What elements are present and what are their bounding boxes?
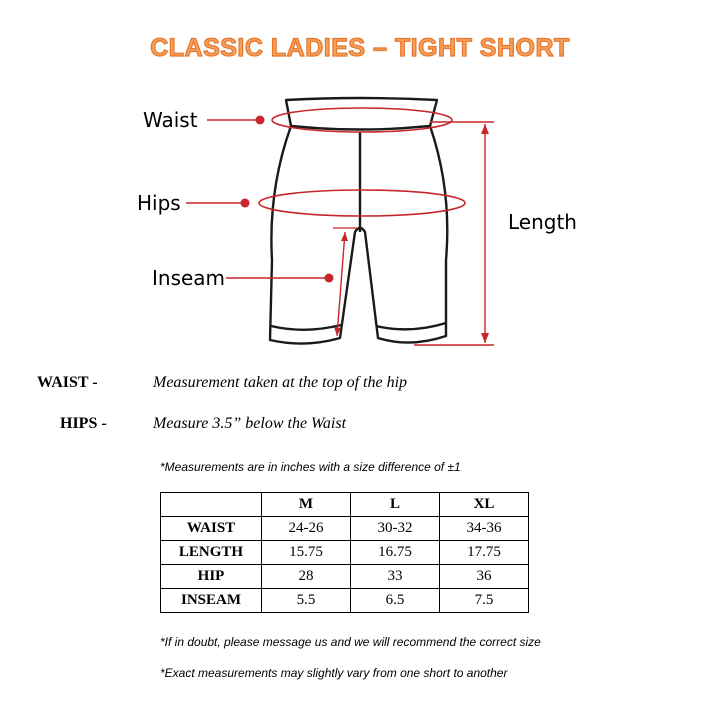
waist-pointer-dot — [256, 116, 265, 125]
page-title: CLASSIC LADIES – TIGHT SHORT — [150, 34, 570, 62]
table-cell: 28 — [262, 565, 351, 589]
hips-measure-ring — [259, 190, 465, 216]
row-header-hip: HIP — [161, 565, 262, 589]
table-cell: 30-32 — [351, 517, 440, 541]
inseam-label: Inseam — [152, 266, 226, 290]
row-header-inseam: INSEAM — [161, 589, 262, 613]
table-cell: 6.5 — [351, 589, 440, 613]
waist-label: Waist — [143, 108, 198, 132]
hips-definition-text: Measure 3.5” below the Waist — [153, 415, 347, 432]
table-cell: 17.75 — [440, 541, 529, 565]
table-cell: 33 — [351, 565, 440, 589]
shorts-outline — [270, 98, 447, 344]
table-cell: 7.5 — [440, 589, 529, 613]
size-table-header-row — [161, 493, 529, 517]
table-row — [161, 541, 529, 565]
measurement-units-note: *Measurements are in inches with a size difference of ±1 — [160, 460, 461, 474]
hips-label: Hips — [137, 191, 181, 215]
table-row — [161, 565, 529, 589]
waist-definition-text: Measurement taken at the top of the hip — [153, 374, 408, 391]
waist-definition-key: WAIST - — [37, 374, 98, 391]
size-help-note: *If in doubt, please message us and we will recommend the correct size — [160, 635, 541, 649]
row-header-waist: WAIST — [161, 517, 262, 541]
size-table — [160, 492, 529, 613]
variation-note: *Exact measurements may slightly vary from one short to another — [160, 666, 508, 680]
row-header-length: LENGTH — [161, 541, 262, 565]
size-column-m: M — [262, 493, 351, 517]
table-cell: 34-36 — [440, 517, 529, 541]
inseam-measure-arrow — [334, 232, 348, 336]
length-label: Length — [508, 210, 577, 234]
table-row — [161, 589, 529, 613]
length-measure-arrow — [414, 122, 494, 345]
size-column-xl: XL — [440, 493, 529, 517]
table-cell: 24-26 — [262, 517, 351, 541]
table-cell: 15.75 — [262, 541, 351, 565]
table-cell: 5.5 — [262, 589, 351, 613]
table-row — [161, 517, 529, 541]
table-cell: 36 — [440, 565, 529, 589]
size-table-corner — [161, 493, 262, 517]
table-cell: 16.75 — [351, 541, 440, 565]
hips-definition-key: HIPS - — [60, 415, 107, 432]
hips-pointer-dot — [241, 199, 250, 208]
size-column-l: L — [351, 493, 440, 517]
inseam-pointer-dot — [325, 274, 334, 283]
